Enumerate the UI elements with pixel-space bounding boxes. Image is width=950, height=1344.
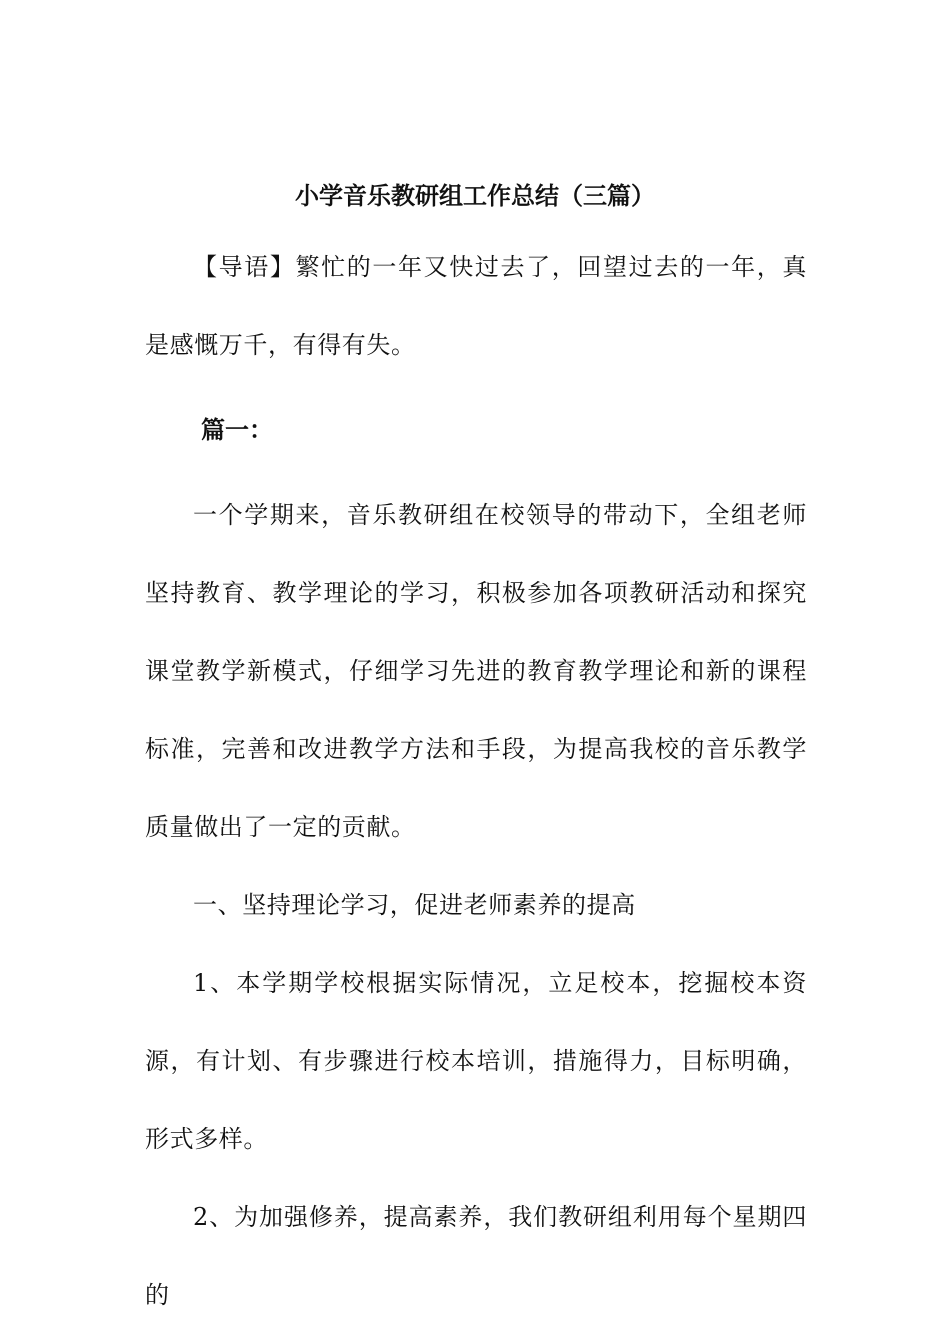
body-paragraph: 1、本学期学校根据实际情况，立足校本，挖掘校本资源，有计划、有步骤进行校本培训，措施得力，目标明确，形式多样。 [145, 969, 807, 1153]
section-heading: 篇一： [201, 415, 273, 444]
body-paragraph: 2、为加强修养，提高素养，我们教研组利用每个星期四的 [145, 1203, 807, 1309]
subheading-paragraph: 一、坚持理论学习，促进老师素养的提高 [193, 891, 636, 919]
document-title: 小学音乐教研组工作总结（三篇） [295, 181, 655, 211]
body-paragraph: 一个学期来，音乐教研组在校领导的带动下，全组老师坚持教育、教学理论的学习，积极参加各项教研活动和探究课堂教学新模式，仔细学习先进的教育教学理论和新的课程标准，完善和改进教学方法和手段，为提高我校的音乐教学质量做出了一定的贡献。 [145, 501, 807, 841]
intro-paragraph: 【导语】繁忙的一年又快过去了，回望过去的一年，真是感慨万千，有得有失。 [145, 253, 807, 359]
